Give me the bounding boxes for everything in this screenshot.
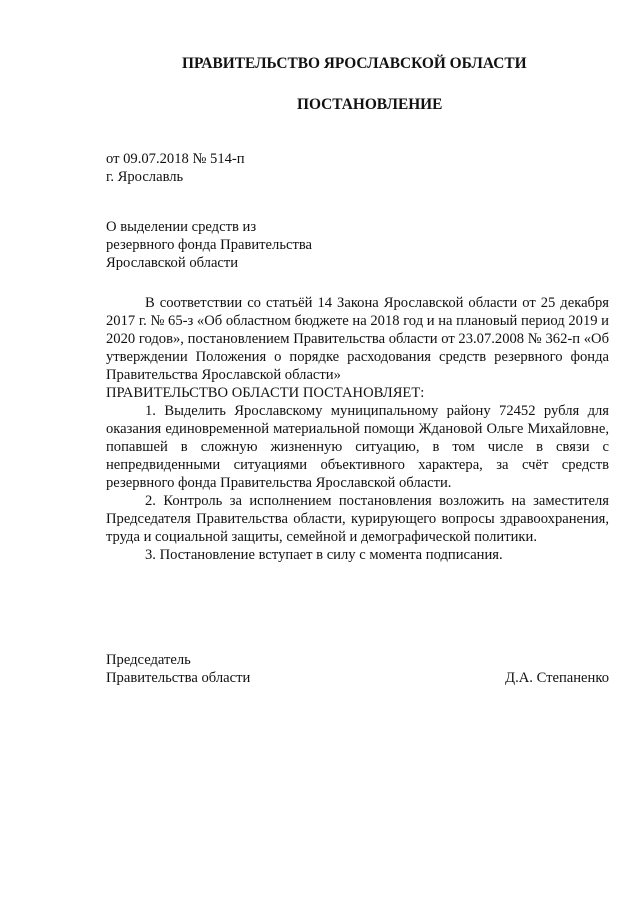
signer-position-line1: Председатель bbox=[106, 652, 191, 668]
subject-line: О выделении средств из bbox=[106, 219, 257, 235]
signer-position-line2: Правительства области bbox=[106, 670, 251, 686]
signer-name: Д.А. Степаненко bbox=[505, 670, 609, 686]
document-type-title: ПОСТАНОВЛЕНИЕ bbox=[297, 96, 443, 113]
subject-line: резервного фонда Правительства bbox=[106, 237, 313, 253]
document-meta bbox=[106, 150, 245, 186]
item-paragraph: 2. Контроль за исполнением постановления возложить на заместителя Председателя Правительства области, курирующего вопросы здравоохранения, труда и социальной защиты, семейной и демографической политики. bbox=[106, 493, 609, 545]
resolves-heading: ПРАВИТЕЛЬСТВО ОБЛАСТИ ПОСТАНОВЛЯЕТ: bbox=[106, 385, 425, 401]
signature-block bbox=[106, 651, 609, 687]
place: г. Ярославль bbox=[106, 169, 184, 185]
document-subject bbox=[106, 218, 312, 272]
date-number: от 09.07.2018 № 514-п bbox=[106, 151, 245, 167]
signature-row bbox=[106, 669, 609, 687]
preamble-paragraph: В соответствии со статьёй 14 Закона Ярославской области от 25 декабря 2017 г. № 65-з «Об областном бюджете на 2018 год и на плановый период 2019 и 2020 годов», постановлением Правительства области от 23.07.2008 № 362-п «Об утверждении Положения о порядке расходования средств резервного фонда Правительства Ярославской области» bbox=[106, 295, 609, 383]
item-paragraph: 1. Выделить Ярославскому муниципальному району 72452 рубля для оказания единовременной материальной помощи Ждановой Ольге Михайловне, попавшей в сложную жизненную ситуацию, в том числе в связи с непредвиденными ситуациями объективного характера, за счёт средств резервного фонда Правительства Ярославской области. bbox=[106, 403, 609, 491]
item-paragraph: 3. Постановление вступает в силу с момента подписания. bbox=[145, 547, 503, 563]
document-body bbox=[106, 294, 609, 564]
authority-title: ПРАВИТЕЛЬСТВО ЯРОСЛАВСКОЙ ОБЛАСТИ bbox=[182, 55, 527, 72]
subject-line: Ярославской области bbox=[106, 255, 239, 271]
